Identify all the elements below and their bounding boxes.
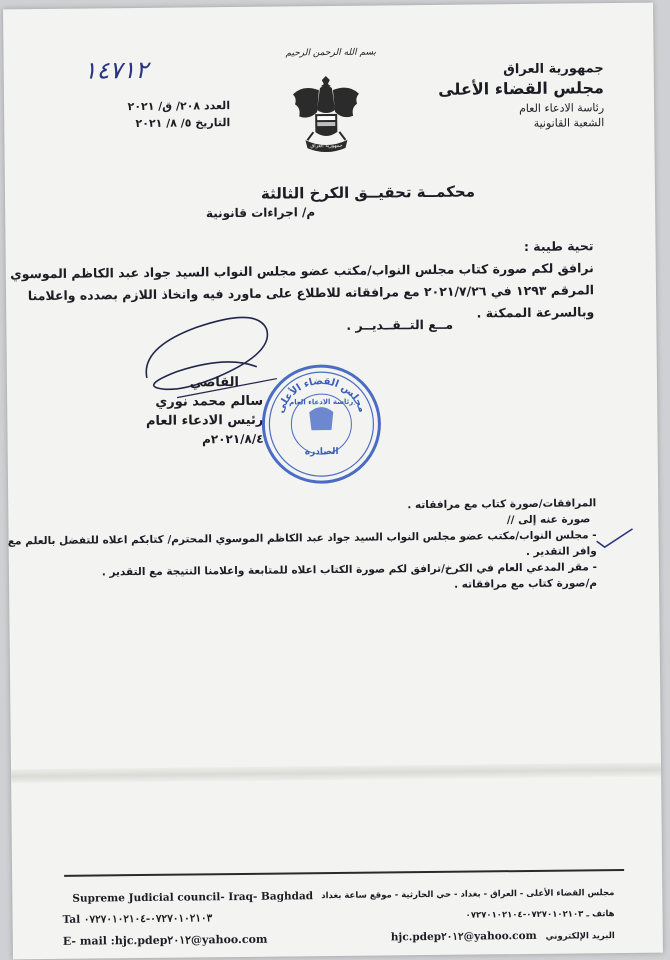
signer-title: القاضي xyxy=(189,374,240,391)
council-name: مجلس القضاء الأعلى xyxy=(438,78,604,99)
svg-text:جمهورية العراق: جمهورية العراق xyxy=(310,142,343,150)
body-line-3: وبالسرعة الممكنة . xyxy=(476,304,595,321)
recipient-court: محكمــة تحقيــق الكرخ الثالثة xyxy=(260,182,476,203)
division-name: الشعبة القانونية xyxy=(533,116,605,130)
copy-recipient-1: - مجلس النواب/مكتب عضو مجلس النواب السيد جواد عبد الكاظم الموسوي المحترم/ كتابكم اعلاه للتفضل بالعلم مع xyxy=(7,529,597,548)
document-page xyxy=(3,3,663,960)
footer-email-label: البريد الإلكتروني xyxy=(545,931,615,942)
footer-email-address: hjc.pdep٢٠١٢@yahoo.com xyxy=(390,929,537,944)
country-name: جمهورية العراق xyxy=(503,61,604,78)
svg-text:الصادرة: الصادرة xyxy=(304,446,339,458)
paper-fold xyxy=(11,763,661,784)
body-line-2: المرقم ١٢٩٣ في ٢٠٢١/٧/٢٦ مع مرافقاته للاطلاع على ماورد فيه واتخاذ اللازم بصدده واعلامنا xyxy=(27,282,595,304)
reference-number: العدد ٢٠٨/ ق/ ٢٠٢١ xyxy=(127,99,231,114)
signer-name: سالم محمد نوري xyxy=(155,393,264,410)
copy-recipient-1-cont: وافر التقدير . xyxy=(525,545,597,558)
body-line-1: نرافق لكم صورة كتاب مجلس النواب/مكتب عضو مجلس النواب السيد جواد عبد الكاظم الموسوي xyxy=(10,260,594,282)
letterhead-right xyxy=(404,61,605,131)
footer-english xyxy=(62,886,313,952)
check-mark-icon xyxy=(594,527,634,551)
annex-block xyxy=(7,495,598,597)
footer-telephone: Tal ٠٧٢٧٠١٠٢١٠٣-٠٧٢٧٠١٠٢١٠٤ xyxy=(62,912,213,926)
copy-recipient-2: - مقر المدعي العام في الكرخ/ترافق لكم صورة الكتاب اعلاه للمتابعة واعلامنا النتيجة مع التقدير . xyxy=(101,561,597,579)
copy-to-line: صورة عنه إلى // xyxy=(506,513,591,527)
footer-org-name: Supreme Judicial council- Iraq- Baghdad xyxy=(72,890,314,905)
presidency-name: رئاسة الادعاء العام xyxy=(519,101,605,116)
signature-date: ٢٠٢١/٨/٤م xyxy=(201,431,264,447)
eagle-emblem-icon xyxy=(289,70,364,163)
letterhead-left xyxy=(100,99,230,130)
footer-email: E- mail :hjc.pdep٢٠١٢@yahoo.com xyxy=(62,932,268,948)
signature-block xyxy=(133,373,264,450)
attachments-line: المرافقات/صورة كتاب مع مرافقاته . xyxy=(407,497,597,512)
basmala: بسم الله الرحمن الرحيم xyxy=(285,47,377,59)
letter-body xyxy=(10,235,595,329)
letter-date: التاريخ ٥/ ٨/ ٢٠٢١ xyxy=(135,116,231,131)
svg-text:مجلس القضاء الأعلى: مجلس القضاء الأعلى xyxy=(275,375,368,415)
footer-divider xyxy=(64,869,624,877)
regards: مــع التــقــديــر . xyxy=(346,316,454,333)
recipient-subject: م/ اجراءات قانونية xyxy=(205,205,316,221)
handwritten-reference: ١٤٧١٢ xyxy=(83,55,149,85)
footer-address: مجلس القضاء الأعلى - العراق - بغداد - حي الحارثية - موقع ساعة بغداد xyxy=(321,888,615,902)
enclosure-line: م/صورة كتاب مع مرافقاته . xyxy=(454,577,598,591)
footer-email-ar xyxy=(345,925,615,950)
footer-phone-ar: هاتف ـ ٠٧٢٧٠١٠٢١٠٣-٠٧٢٧٠١٠٢١٠٤ xyxy=(465,909,615,921)
official-stamp-icon xyxy=(259,361,384,486)
signer-position: رئيس الادعاء العام xyxy=(145,412,264,429)
recipient-block xyxy=(205,182,475,220)
greeting: تحية طيبة : xyxy=(523,238,594,254)
svg-text:رئاسة الادعاء العام: رئاسة الادعاء العام xyxy=(289,397,354,407)
footer-arabic xyxy=(321,883,615,950)
